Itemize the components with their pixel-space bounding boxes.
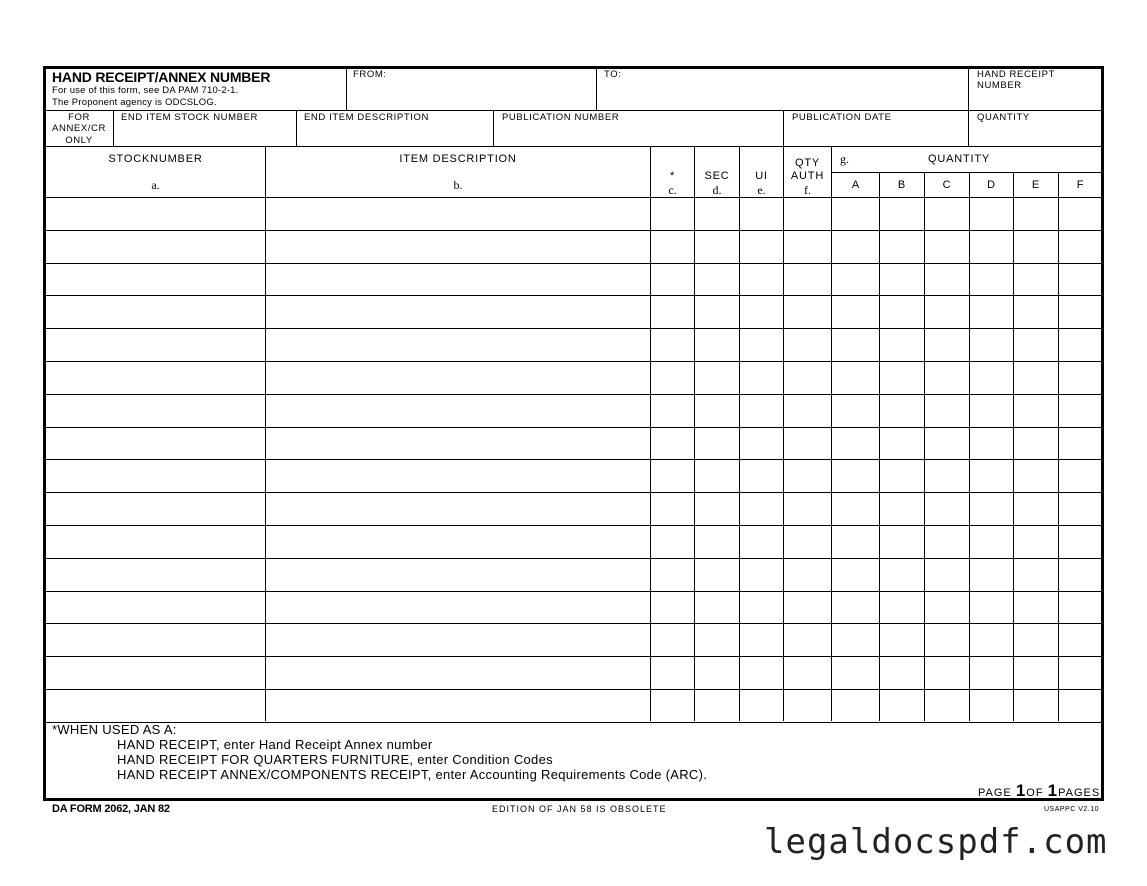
- annex-divider-1: [113, 111, 114, 146]
- quantity-header: QUANTITY: [927, 153, 990, 165]
- when-used-note: *WHEN USED AS A:: [52, 722, 177, 737]
- annex-divider-3: [493, 111, 494, 146]
- table-row[interactable]: [45, 263, 1102, 264]
- table-row[interactable]: [45, 230, 1102, 231]
- qty-auth-header-1: QTY: [794, 157, 820, 169]
- proponent-note: The Proponent agency is ODCSLOG.: [52, 97, 217, 108]
- table-row[interactable]: [45, 623, 1102, 624]
- annex-quantity-field[interactable]: QUANTITY: [977, 112, 1030, 123]
- for-annex-label-1: FOR: [68, 112, 90, 123]
- quantity-sub-e: E: [1031, 179, 1041, 191]
- column-divider: [924, 172, 925, 721]
- stock-number-letter: a.: [151, 178, 160, 192]
- ui-letter: e.: [757, 183, 766, 197]
- page-label: PAGE: [978, 787, 1012, 799]
- table-row[interactable]: [45, 492, 1102, 493]
- annex-divider-4: [783, 111, 784, 146]
- from-divider: [346, 68, 347, 110]
- column-divider: [1013, 172, 1014, 721]
- hr-number-divider: [968, 68, 969, 110]
- for-annex-label-3: ONLY: [65, 135, 93, 146]
- column-divider: [969, 172, 970, 721]
- page-indicator: [978, 781, 1100, 801]
- hr-number-label-2: NUMBER: [977, 80, 1022, 91]
- page-total: 1: [1047, 781, 1059, 800]
- quantity-sub-c: C: [942, 179, 952, 191]
- quantity-sub-a: A: [851, 179, 861, 191]
- annex-divider-2: [296, 111, 297, 146]
- annex-divider-5: [968, 111, 969, 146]
- header-divider: [45, 110, 1102, 111]
- page-number: 1: [1015, 781, 1027, 800]
- qty-auth-letter: f.: [804, 183, 811, 197]
- column-divider: [739, 147, 740, 721]
- form-id: DA FORM 2062, JAN 82: [52, 803, 170, 815]
- star-header: *: [669, 170, 676, 182]
- to-divider: [596, 68, 597, 110]
- table-row[interactable]: [45, 656, 1102, 657]
- star-letter: c.: [668, 183, 677, 197]
- quantity-sub-d: D: [987, 179, 996, 191]
- column-divider: [831, 147, 832, 721]
- column-divider: [694, 147, 695, 721]
- column-header-divider: [45, 197, 1102, 198]
- end-item-stock-field[interactable]: END ITEM STOCK NUMBER: [121, 112, 258, 123]
- pub-number-field[interactable]: PUBLICATION NUMBER: [502, 112, 620, 123]
- table-row[interactable]: [45, 295, 1102, 296]
- stock-number-header: STOCKNUMBER: [108, 153, 203, 165]
- table-row[interactable]: [45, 525, 1102, 526]
- column-divider: [650, 147, 651, 721]
- quantity-sub-divider: [832, 172, 1102, 173]
- table-row[interactable]: [45, 459, 1102, 460]
- sec-header: SEC: [704, 170, 730, 182]
- table-row[interactable]: [45, 361, 1102, 362]
- column-divider: [265, 147, 266, 721]
- version-label: USAPPC V2.10: [1044, 806, 1100, 813]
- annex-divider: [45, 146, 1102, 147]
- column-divider: [1058, 172, 1059, 721]
- quantity-sub-b: B: [897, 179, 907, 191]
- annex-components-note: HAND RECEIPT ANNEX/COMPONENTS RECEIPT, enter Accounting Requirements Code (ARC).: [117, 767, 708, 782]
- table-row[interactable]: [45, 394, 1102, 395]
- qty-auth-header-2: AUTH: [790, 170, 825, 182]
- watermark: legaldocspdf.com: [764, 822, 1108, 862]
- edition-note: EDITION OF JAN 58 IS OBSOLETE: [492, 804, 667, 814]
- table-row[interactable]: [45, 427, 1102, 428]
- sec-letter: d.: [712, 183, 722, 197]
- for-annex-label-2: ANNEX/CR: [52, 123, 106, 134]
- use-note: For use of this form, see DA PAM 710-2-1.: [52, 85, 239, 96]
- pub-date-field[interactable]: PUBLICATION DATE: [792, 112, 892, 123]
- end-item-desc-field[interactable]: END ITEM DESCRIPTION: [304, 112, 429, 123]
- to-field[interactable]: TO:: [604, 69, 622, 80]
- table-row[interactable]: [45, 328, 1102, 329]
- of-label: OF: [1026, 787, 1044, 799]
- table-row[interactable]: [45, 689, 1102, 690]
- from-field[interactable]: FROM:: [353, 69, 387, 80]
- ui-header: UI: [755, 170, 768, 182]
- column-divider: [879, 172, 880, 721]
- table-row[interactable]: [45, 558, 1102, 559]
- form-title: HAND RECEIPT/ANNEX NUMBER: [52, 69, 271, 85]
- quarters-note: HAND RECEIPT FOR QUARTERS FURNITURE, enter Condition Codes: [117, 752, 553, 767]
- table-row[interactable]: [45, 722, 1102, 723]
- quantity-sub-f: F: [1076, 179, 1085, 191]
- item-description-header: ITEM DESCRIPTION: [399, 153, 517, 165]
- hr-number-label-1: HAND RECEIPT: [977, 69, 1055, 80]
- hand-receipt-form: [43, 66, 1104, 801]
- pages-label: PAGES: [1058, 787, 1101, 799]
- quantity-letter: g.: [840, 152, 849, 166]
- hand-receipt-note: HAND RECEIPT, enter Hand Receipt Annex number: [117, 737, 433, 752]
- table-row[interactable]: [45, 591, 1102, 592]
- column-divider: [783, 147, 784, 721]
- item-description-letter: b.: [453, 178, 463, 192]
